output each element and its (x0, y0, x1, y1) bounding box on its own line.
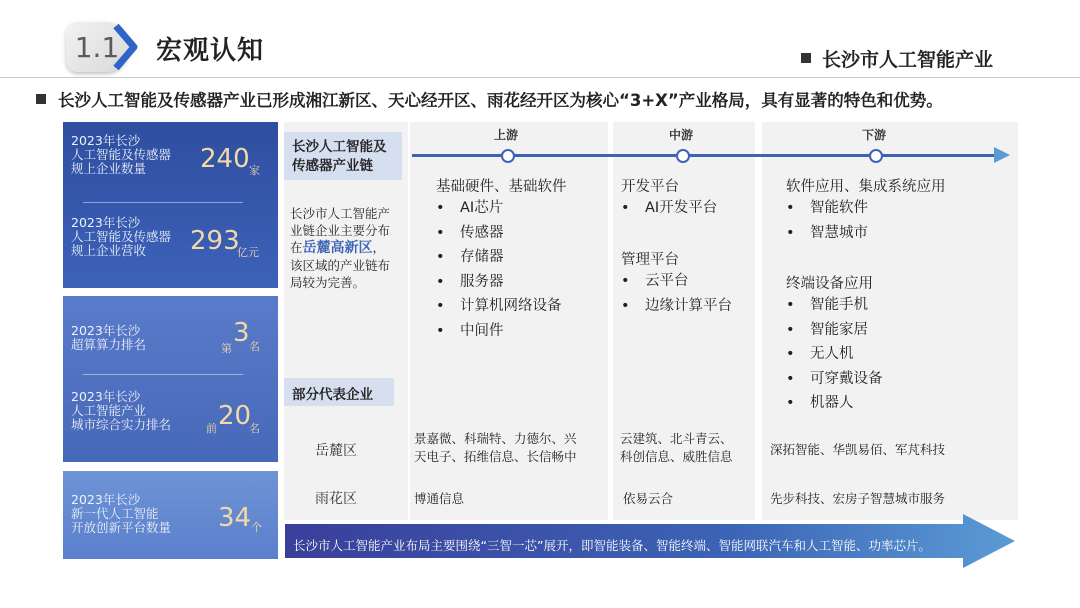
list-item: • 边缘计算平台 (619, 294, 732, 319)
list-item: • 云平台 (619, 269, 732, 294)
list-item: • AI开发平台 (619, 196, 717, 221)
region-companies-downstream: 先步科技、宏房子智慧城市服务 (770, 491, 946, 506)
chain-description: 长沙市人工智能产业链企业主要分布在岳麓高新区，该区域的产业链布局较为完善。 (290, 206, 391, 290)
square-bullet-icon (801, 53, 811, 63)
stat-panel-companies (63, 122, 278, 288)
companies-tag: 部分代表企业 (284, 378, 394, 406)
divider (83, 374, 243, 375)
stat-unit: 名 (249, 340, 260, 353)
stat-unit: 个 (251, 521, 262, 534)
region-companies-midstream: 依易云合 (623, 491, 674, 506)
list-item: • 智能家居 (784, 318, 883, 343)
list-item: • 可穿戴设备 (784, 367, 883, 392)
stat-label: 2023年长沙 人工智能产业 城市综合实力排名 (71, 389, 172, 432)
arrow-right-icon (994, 147, 1010, 163)
list-item: • 传感器 (434, 221, 562, 246)
stat-unit: 名 (249, 422, 260, 435)
timeline-node (676, 149, 690, 163)
region-companies-downstream: 深拓智能、华凯易佰、军芃科技 (770, 442, 946, 457)
stream-label-downstream: 下游 (862, 128, 887, 142)
stat-value: 34 (218, 503, 252, 533)
stat-unit: 亿元 (237, 246, 259, 259)
chain-title-tag: 长沙人工智能及 传感器产业链 (284, 132, 402, 180)
stat-panel-rankings (63, 296, 278, 462)
section-title: 宏观认知 (156, 36, 265, 66)
region-companies-upstream: 景嘉微、科瑞特、力德尔、兴 天电子、拓维信息、长信畅中 (414, 431, 577, 464)
summary-banner-text: 长沙市人工智能产业布局主要围绕“三智一芯”展开，即智能装备、智能终端、智能网联汽车和人工智能、功率芯片。 (293, 538, 931, 553)
stat-prefix: 第 (221, 342, 232, 355)
list-item: • 无人机 (784, 342, 883, 367)
midstream-title: 开发平台 (621, 179, 679, 195)
square-bullet-icon (36, 94, 46, 104)
downstream-title: 终端设备应用 (786, 276, 873, 292)
list-item: • 服务器 (434, 270, 562, 295)
downstream-list (784, 293, 883, 416)
list-item: • AI芯片 (434, 196, 562, 221)
stream-label-upstream: 上游 (494, 128, 519, 142)
highlight-region: 岳麓高新区 (302, 240, 373, 256)
list-item: • 智能软件 (784, 196, 868, 221)
stat-value: 20 (218, 401, 252, 431)
stat-value: 240 (200, 144, 250, 174)
stat-label: 2023年长沙 新一代人工智能 开放创新平台数量 (71, 492, 172, 535)
chevron-right-icon (112, 22, 140, 72)
list-item: • 智能手机 (784, 293, 883, 318)
chain-arrow-line (412, 154, 997, 157)
stream-label-midstream: 中游 (669, 128, 694, 142)
timeline-node (501, 149, 515, 163)
main-statement: 长沙人工智能及传感器产业已形成湘江新区、天心经开区、雨花经开区为核心“3+X”产业格局，具有显著的特色和优势。 (58, 91, 943, 110)
chain-column-label (284, 122, 408, 520)
list-item: • 存储器 (434, 245, 562, 270)
stat-value: 3 (233, 318, 250, 348)
list-item: • 中间件 (434, 319, 562, 344)
region-name: 雨花区 (315, 491, 357, 507)
list-item: • 计算机网络设备 (434, 294, 562, 319)
stat-label: 2023年长沙 超算算力排名 (71, 323, 147, 352)
downstream-list (784, 196, 868, 245)
upstream-list (434, 196, 562, 343)
midstream-title: 管理平台 (621, 252, 679, 268)
midstream-list (619, 269, 732, 318)
stat-label: 2023年长沙 人工智能及传感器 规上企业营收 (71, 215, 172, 258)
stat-label: 2023年长沙 人工智能及传感器 规上企业数量 (71, 133, 172, 176)
header-divider (0, 77, 1080, 78)
region-name: 岳麓区 (315, 443, 357, 459)
section-number: 1.1 (74, 30, 120, 64)
midstream-list (619, 196, 717, 221)
list-item: • 机器人 (784, 391, 883, 416)
downstream-title: 软件应用、集成系统应用 (786, 179, 946, 195)
stat-panel-platforms (63, 471, 278, 559)
stat-unit: 家 (249, 164, 260, 177)
upstream-title: 基础硬件、基础软件 (436, 179, 567, 195)
timeline-node (869, 149, 883, 163)
stat-value: 293 (190, 226, 240, 256)
list-item: • 智慧城市 (784, 221, 868, 246)
divider (83, 202, 243, 203)
stat-prefix: 前 (206, 422, 217, 435)
region-companies-upstream: 博通信息 (414, 491, 465, 506)
page-subtitle: 长沙市人工智能产业 (822, 49, 994, 71)
region-companies-midstream: 云建筑、北斗青云、 科创信息、威胜信息 (620, 431, 733, 464)
